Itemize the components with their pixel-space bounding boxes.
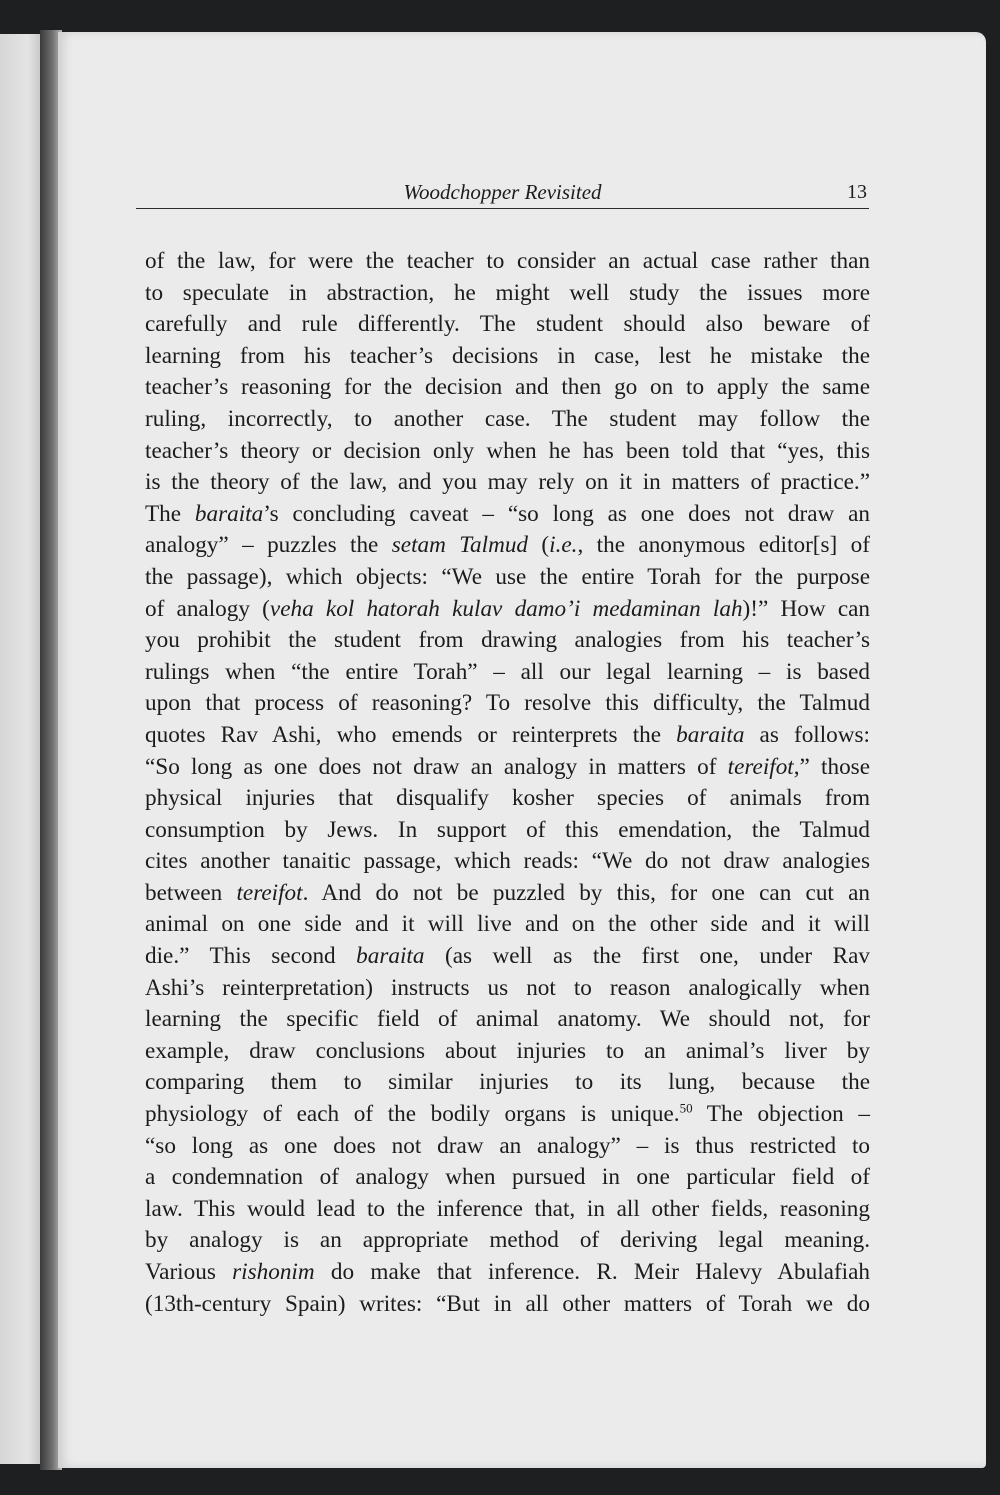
text-line — [145, 846, 870, 878]
italic-term: veha kol hatorah kulav damo’i medaminan lah — [269, 595, 743, 622]
text-run: consumption by Jews. In support of this emendation, the Talmud — [145, 816, 870, 843]
text-run: a condemnation of analogy when pursued in one particular field of — [145, 1164, 870, 1191]
text-line — [145, 1162, 870, 1194]
text-run: of the law, for were the teacher to consider an actual case rather than — [145, 248, 870, 274]
italic-term: baraita — [356, 943, 425, 970]
text-run: learning the specific field of animal anatomy. We should not, for — [145, 1006, 870, 1033]
text-run: animal on one side and it will live and on the other side and it will — [145, 911, 870, 938]
text-line — [145, 973, 870, 1005]
text-run: ( — [528, 532, 550, 559]
text-line — [145, 562, 870, 594]
text-run: is the theory of the law, and you may rely on it in matters of practice.” — [145, 469, 870, 496]
text-run: carefully and rule differently. The student should also beware of — [145, 311, 870, 338]
text-run: as follows: — [744, 721, 870, 748]
text-run: physiology of each of the bodily organs is unique. — [145, 1101, 680, 1128]
text-run: physical injuries that disqualify kosher species of animals from — [145, 785, 870, 812]
text-line — [145, 1257, 870, 1289]
text-line — [145, 878, 870, 910]
italic-term: tereifot — [727, 753, 794, 780]
text-run: comparing them to similar injuries to its lung, because the — [145, 1069, 870, 1096]
text-run: between — [145, 879, 237, 906]
text-run: “So long as one does not draw an analogy in matters of — [145, 753, 728, 780]
text-run: you prohibit the student from drawing analogies from his teacher’s — [145, 627, 870, 654]
body-text — [145, 246, 870, 1320]
page-number: 13 — [847, 181, 867, 203]
text-run: (as well as the first one, under Rav — [424, 943, 871, 970]
text-line — [145, 594, 870, 626]
text-line — [145, 909, 870, 941]
italic-term: rishonim — [232, 1259, 315, 1285]
book-page — [58, 32, 986, 1468]
text-line — [145, 436, 870, 468]
text-run: The — [145, 500, 195, 527]
footnote-ref: 50 — [679, 1100, 693, 1116]
text-line — [145, 499, 870, 531]
text-run: The objection – — [692, 1101, 870, 1128]
text-line — [145, 720, 870, 752]
text-line — [145, 1131, 870, 1163]
text-line — [145, 372, 870, 404]
text-run: the passage), which objects: “We use the entire Torah for the purpose — [145, 563, 870, 590]
text-line — [145, 246, 870, 278]
text-run: Various — [145, 1259, 233, 1285]
text-line — [145, 404, 870, 436]
text-run: law. This would lead to the inference that, in all other fields, reasoning — [145, 1195, 870, 1222]
text-run: ,” those — [793, 753, 870, 780]
text-run: Ashi’s reinterpretation) instructs us not to reason analogically when — [145, 974, 870, 1001]
text-run: , the anonymous editor[s] of — [577, 532, 870, 559]
text-run: to speculate in abstraction, he might well study the issues more — [145, 279, 870, 306]
text-line — [145, 309, 870, 341]
text-line — [145, 1004, 870, 1036]
text-run: teacher’s theory or decision only when he has been told that “yes, this — [145, 437, 870, 464]
text-run: . And do not be puzzled by this, for one can cut an — [302, 879, 870, 906]
text-line — [145, 1099, 870, 1131]
text-line — [145, 752, 870, 784]
text-run: teacher’s reasoning for the decision and then go on to apply the same — [145, 374, 870, 401]
text-run: upon that process of reasoning? To resolve this difficulty, the Talmud — [145, 690, 870, 717]
text-run: do make that inference. R. Meir Halevy Abulafiah — [314, 1259, 871, 1285]
running-head — [136, 178, 869, 209]
text-run: (13th-century Spain) writes: “But in all other matters of Torah we do — [145, 1290, 870, 1317]
text-run: analogy” – puzzles the — [145, 532, 392, 559]
text-line — [145, 1289, 870, 1321]
italic-term: tereifot — [236, 879, 303, 906]
text-run: learning from his teacher’s decisions in case, lest he mistake the — [145, 342, 870, 369]
text-line — [145, 1225, 870, 1257]
italic-term: setam Talmud — [391, 532, 529, 559]
text-run: “so long as one does not draw an analogy” – is thus restricted to — [145, 1132, 870, 1159]
text-line — [145, 1067, 870, 1099]
italic-term: baraita — [194, 500, 264, 527]
text-run: ’s concluding caveat – “so long as one does not draw an — [263, 500, 870, 527]
text-run: quotes Rav Ashi, who emends or reinterprets the — [145, 721, 677, 748]
text-line — [145, 1036, 870, 1068]
text-run: cites another tanaitic passage, which reads: “We do not draw analogies — [145, 848, 870, 875]
text-run: example, draw conclusions about injuries to an animal’s liver by — [145, 1037, 870, 1064]
text-line — [145, 625, 870, 657]
text-run: )!” How can — [742, 595, 870, 622]
italic-term: i.e. — [549, 532, 578, 559]
text-run: ruling, incorrectly, to another case. The student may follow the — [145, 405, 870, 432]
text-line — [145, 783, 870, 815]
running-title: Woodchopper Revisited — [403, 180, 602, 204]
text-line — [145, 815, 870, 847]
text-run: die.” This second — [145, 943, 357, 970]
text-line — [145, 278, 870, 310]
text-line — [145, 657, 870, 689]
text-run: by analogy is an appropriate method of deriving legal meaning. — [145, 1227, 870, 1254]
text-line — [145, 467, 870, 499]
text-line — [145, 1194, 870, 1226]
text-line — [145, 341, 870, 373]
text-line — [145, 688, 870, 720]
text-line — [145, 530, 870, 562]
text-line — [145, 941, 870, 973]
text-run: of analogy ( — [145, 595, 270, 622]
italic-term: baraita — [676, 721, 745, 748]
text-run: rulings when “the entire Torah” – all our legal learning – is based — [145, 658, 870, 685]
